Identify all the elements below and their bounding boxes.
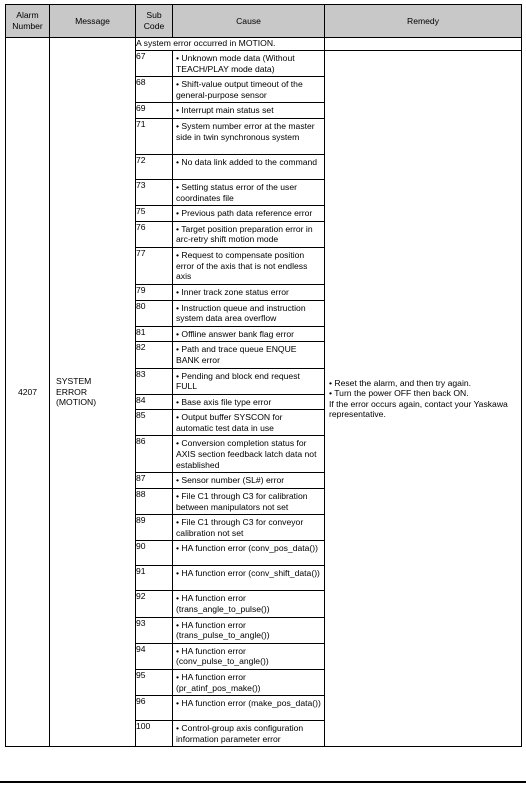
header-alarm-number: Alarm Number xyxy=(6,5,50,38)
cause-text: • No data link added to the command xyxy=(176,156,318,167)
sub-code: 88 xyxy=(136,489,173,515)
cause-cell xyxy=(173,617,325,643)
cause-text: • Interrupt main status set xyxy=(176,105,274,116)
cause-text: • HA function error (trans_pulse_to_angle()) xyxy=(176,619,270,641)
table-header-row xyxy=(6,5,522,38)
cause-text: • HA function error (pr_atinf_pos_make()) xyxy=(176,672,261,693)
cause-text: • Base axis file type error xyxy=(176,396,272,407)
remedy-line: • Turn the power OFF then back ON. xyxy=(329,388,469,399)
sub-code: 91 xyxy=(136,566,173,591)
cause-text: • Sensor number (SL#) error xyxy=(176,475,285,486)
cause-text: • Inner track zone status error xyxy=(176,286,289,297)
sub-code: 79 xyxy=(136,284,173,300)
cause-text: • Conversion completion status for AXIS section feedback latch data not established xyxy=(176,438,317,470)
sub-code: 94 xyxy=(136,643,173,669)
cause-cell xyxy=(173,394,325,410)
cause-cell xyxy=(173,179,325,205)
sub-code: 89 xyxy=(136,515,173,541)
sub-code: 71 xyxy=(136,118,173,154)
cause-cell xyxy=(173,221,325,247)
cause-cell xyxy=(173,515,325,541)
header-message: Message xyxy=(50,5,136,38)
sub-code: 68 xyxy=(136,77,173,103)
cause-text: • Instruction queue and instruction system data area overflow xyxy=(176,302,306,324)
header-sub-code: Sub Code xyxy=(136,5,173,38)
sub-code: 81 xyxy=(136,326,173,342)
cause-cell xyxy=(173,721,325,747)
sub-code: 84 xyxy=(136,394,173,410)
cause-text: • Shift-value output timeout of the general-purpose sensor xyxy=(176,79,303,100)
alarm-intro: A system error occurred in MOTION. xyxy=(136,38,325,51)
sub-code: 92 xyxy=(136,591,173,617)
cause-text: • File C1 through C3 for calibration between manipulators not set xyxy=(176,491,308,512)
cause-text: • HA function error (conv_pulse_to_angle()) xyxy=(176,645,269,667)
cause-cell xyxy=(173,410,325,436)
alarm-table xyxy=(5,4,522,747)
sub-code: 76 xyxy=(136,221,173,247)
cause-cell xyxy=(173,51,325,77)
sub-code: 87 xyxy=(136,473,173,489)
sub-code: 73 xyxy=(136,179,173,205)
cause-text: • Pending and block end request FULL xyxy=(176,370,300,392)
cause-cell xyxy=(173,118,325,154)
cause-text: • HA function error (trans_angle_to_pulse()) xyxy=(176,593,270,615)
cause-cell xyxy=(173,284,325,300)
alarm-message: SYSTEM ERROR (MOTION) xyxy=(50,38,136,747)
cause-cell xyxy=(173,643,325,669)
page-bottom-rule xyxy=(0,781,526,783)
cause-cell xyxy=(173,300,325,326)
cause-text: • Request to compensate position error of the axis that is not endless axis xyxy=(176,249,308,282)
cause-cell xyxy=(173,326,325,342)
cause-text: • Target position preparation error in arc-retry shift motion mode xyxy=(176,223,313,245)
cause-text: • HA function error (make_pos_data()) xyxy=(176,698,321,709)
cause-cell xyxy=(173,436,325,473)
cause-text: • Previous path data reference error xyxy=(176,208,313,219)
sub-code: 85 xyxy=(136,410,173,436)
cause-text: • Setting status error of the user coordinates file xyxy=(176,181,297,203)
cause-text: • Unknown mode data (Without TEACH/PLAY mode data) xyxy=(176,53,295,74)
sub-code: 82 xyxy=(136,342,173,368)
table-body xyxy=(6,38,522,747)
cause-cell xyxy=(173,247,325,284)
remedy-line: If the error occurs again, contact your Yaskawa representative. xyxy=(329,398,508,420)
cause-cell xyxy=(173,670,325,696)
cause-cell xyxy=(173,591,325,617)
sub-code: 93 xyxy=(136,617,173,643)
alarm-number: 4207 xyxy=(6,38,50,747)
sub-code: 95 xyxy=(136,670,173,696)
cause-text: • Offline answer bank flag error xyxy=(176,328,294,339)
cause-cell xyxy=(173,489,325,515)
sub-code: 77 xyxy=(136,247,173,284)
cause-text: • HA function error (conv_pos_data()) xyxy=(176,543,319,554)
cause-text: • Path and trace queue ENQUE BANK error xyxy=(176,344,297,365)
cause-text: • System number error at the master side in twin synchronous system xyxy=(176,120,315,142)
remedy-line: • Reset the alarm, and then try again. xyxy=(329,377,472,388)
sub-code: 83 xyxy=(136,368,173,394)
cause-cell xyxy=(173,206,325,222)
header-remedy: Remedy xyxy=(325,5,522,38)
cause-cell xyxy=(173,566,325,591)
cause-cell xyxy=(173,103,325,119)
cause-text: • Control-group axis configuration information parameter error xyxy=(176,723,304,744)
sub-code: 75 xyxy=(136,206,173,222)
cause-cell xyxy=(173,541,325,566)
sub-code: 86 xyxy=(136,436,173,473)
intro-row xyxy=(6,38,522,51)
remedy-cell xyxy=(325,51,522,747)
intro-remedy-blank xyxy=(325,38,522,51)
sub-code: 96 xyxy=(136,696,173,721)
cause-text: • HA function error (conv_shift_data()) xyxy=(176,568,320,579)
cause-cell xyxy=(173,154,325,179)
sub-code: 80 xyxy=(136,300,173,326)
header-cause: Cause xyxy=(173,5,325,38)
cause-cell xyxy=(173,696,325,721)
cause-text: • File C1 through C3 for conveyor calibration not set xyxy=(176,517,304,538)
sub-code: 69 xyxy=(136,103,173,119)
cause-text: • Output buffer SYSCON for automatic test data in use xyxy=(176,412,283,433)
cause-cell xyxy=(173,473,325,489)
sub-code: 90 xyxy=(136,541,173,566)
sub-code: 67 xyxy=(136,51,173,77)
cause-cell xyxy=(173,77,325,103)
sub-code: 100 xyxy=(136,721,173,747)
sub-code: 72 xyxy=(136,154,173,179)
cause-cell xyxy=(173,368,325,394)
cause-cell xyxy=(173,342,325,368)
